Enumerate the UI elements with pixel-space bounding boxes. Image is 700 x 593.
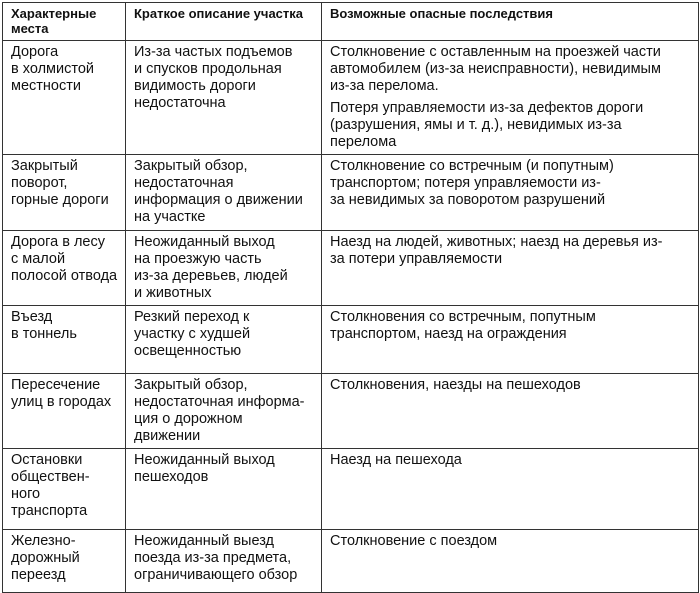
cell-text-line: Столкновения со встречным, попутным <box>330 309 596 325</box>
cell-text-line: Дорога <box>11 44 59 60</box>
cell-text-line: за невидимых за поворотом разрушений <box>330 192 606 208</box>
cell-text-line: Закрытый <box>11 158 78 174</box>
cell-text-line: недостаточна <box>134 95 226 111</box>
consequence-paragraph <box>330 158 693 209</box>
header-description <box>126 3 322 41</box>
table-row <box>3 449 699 530</box>
cell-text-line: пешеходов <box>134 469 209 485</box>
cell-consequences <box>322 449 699 530</box>
cell-text-line: (разрушения, ямы и т. д.), невидимых из-за <box>330 117 622 133</box>
cell-place <box>3 449 126 530</box>
table-row <box>3 306 699 374</box>
cell-consequences <box>322 374 699 449</box>
cell-text-line: в холмистой <box>11 61 94 77</box>
cell-text-line: перелома <box>330 134 397 150</box>
header-text: Краткое описание участка <box>134 6 304 21</box>
cell-text-line: из-за перелома. <box>330 78 439 94</box>
consequence-paragraph <box>330 234 693 268</box>
table-row <box>3 530 699 593</box>
cell-description <box>126 231 322 306</box>
cell-place <box>3 306 126 374</box>
header-text: Возможные опасные последствия <box>330 6 553 21</box>
cell-text-line: с малой <box>11 251 66 267</box>
cell-text-line: Наезд на людей, животных; наезд на деревья из- <box>330 234 663 250</box>
table-row <box>3 155 699 231</box>
cell-consequences <box>322 155 699 231</box>
cell-text-line: участку с худшей <box>134 326 251 342</box>
cell-text-line: Столкновение с поездом <box>330 533 498 549</box>
cell-text-line: улиц в городах <box>11 394 112 410</box>
cell-text-line: Закрытый обзор, <box>134 377 248 393</box>
cell-text-line: освещенностью <box>134 343 242 359</box>
cell-place <box>3 155 126 231</box>
cell-place <box>3 231 126 306</box>
cell-text-line: Столкновение со встречным (и попутным) <box>330 158 614 174</box>
cell-text-line: поезда из-за предмета, <box>134 550 292 566</box>
cell-text-line: недостаточная информа- <box>134 394 305 410</box>
cell-text-line: ного <box>11 486 41 502</box>
consequence-paragraph <box>330 377 693 394</box>
cell-description <box>126 530 322 593</box>
cell-text-line: из-за деревьев, людей <box>134 268 288 284</box>
cell-text-line: и спусков продольная <box>134 61 282 77</box>
cell-text-line: движении <box>134 428 201 444</box>
cell-text-line: транспортом, наезд на ограждения <box>330 326 567 342</box>
consequence-paragraph <box>330 309 693 343</box>
cell-text-line: Неожиданный выход <box>134 234 275 250</box>
cell-text-line: местности <box>11 78 81 94</box>
cell-text-line: полосой отвода <box>11 268 118 284</box>
cell-text-line: Неожиданный выход <box>134 452 275 468</box>
cell-text-line: Наезд на пешехода <box>330 452 462 468</box>
cell-text-line: Резкий переход к <box>134 309 250 325</box>
cell-text-line: Столкновение с оставленным на проезжей части <box>330 44 661 60</box>
header-text: Характерные <box>11 6 97 21</box>
cell-description <box>126 449 322 530</box>
cell-text-line: Пересечение <box>11 377 101 393</box>
cell-text-line: Закрытый обзор, <box>134 158 248 174</box>
cell-place <box>3 41 126 155</box>
header-consequences <box>322 3 699 41</box>
cell-text-line: в тоннель <box>11 326 77 342</box>
cell-description <box>126 155 322 231</box>
hazard-table <box>2 2 699 593</box>
header-text: места <box>11 21 49 36</box>
cell-text-line: Железно- <box>11 533 76 549</box>
cell-description <box>126 374 322 449</box>
cell-description <box>126 306 322 374</box>
cell-text-line: Остановки <box>11 452 83 468</box>
cell-text-line: ограничивающего обзор <box>134 567 298 583</box>
cell-text-line: информация о движении <box>134 192 303 208</box>
cell-text-line: за потери управляемости <box>330 251 503 267</box>
cell-text-line: Въезд <box>11 309 53 325</box>
cell-text-line: ция о дорожном <box>134 411 243 427</box>
header-places <box>3 3 126 41</box>
cell-text-line: на участке <box>134 209 206 225</box>
consequence-paragraph <box>330 452 693 469</box>
table-row <box>3 231 699 306</box>
cell-consequences <box>322 41 699 155</box>
table-header-row <box>3 3 699 41</box>
cell-text-line: Дорога в лесу <box>11 234 105 250</box>
consequence-paragraph <box>330 44 693 95</box>
consequence-paragraph <box>330 533 693 550</box>
cell-text-line: транспортом; потеря управляемости из- <box>330 175 601 191</box>
cell-text-line: Столкновения, наезды на пешеходов <box>330 377 581 393</box>
cell-consequences <box>322 530 699 593</box>
cell-place <box>3 530 126 593</box>
cell-text-line: и животных <box>134 285 212 301</box>
cell-description <box>126 41 322 155</box>
cell-text-line: Потеря управляемости из-за дефектов дороги <box>330 100 644 116</box>
consequence-paragraph <box>330 100 693 151</box>
cell-text-line: недостаточная <box>134 175 234 191</box>
cell-text-line: видимость дороги <box>134 78 256 94</box>
cell-text-line: на проезжую часть <box>134 251 262 267</box>
table-row <box>3 374 699 449</box>
cell-text-line: дорожный <box>11 550 80 566</box>
table-row <box>3 41 699 155</box>
cell-text-line: Из-за частых подъемов <box>134 44 293 60</box>
cell-text-line: обществен- <box>11 469 90 485</box>
cell-consequences <box>322 231 699 306</box>
cell-text-line: горные дороги <box>11 192 109 208</box>
cell-text-line: поворот, <box>11 175 68 191</box>
cell-text-line: Неожиданный выезд <box>134 533 274 549</box>
cell-consequences <box>322 306 699 374</box>
cell-text-line: транспорта <box>11 503 88 519</box>
cell-place <box>3 374 126 449</box>
cell-text-line: автомобилем (из-за неисправности), невидимым <box>330 61 661 77</box>
cell-text-line: переезд <box>11 567 66 583</box>
